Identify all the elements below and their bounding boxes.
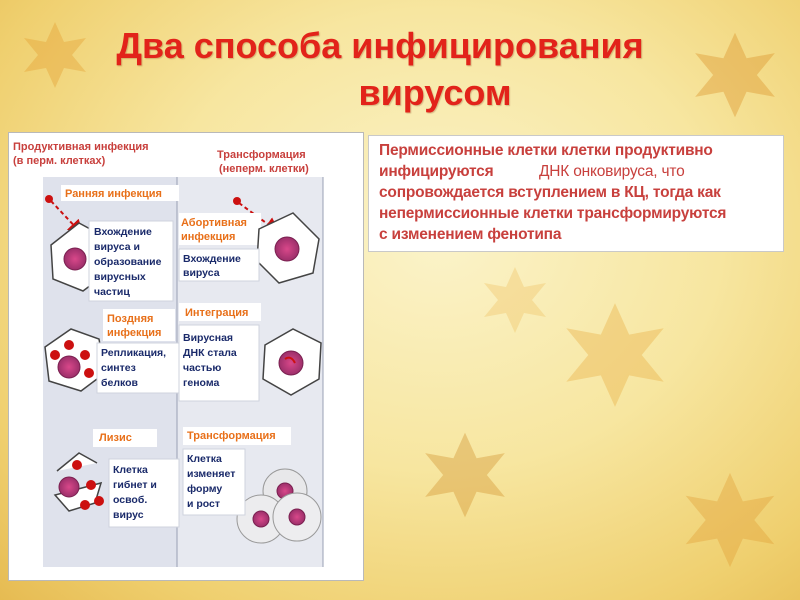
change-line: форму [187,483,223,495]
note-line2a: инфицируются [379,163,494,180]
replication-line: синтез [101,362,136,374]
cell-nucleus [59,477,79,497]
integration-label: Интеграция [185,307,249,319]
virus-particle [94,496,104,506]
abortive-infection-label: Абортивная инфекция [181,217,247,243]
change-line: и рост [187,498,221,510]
entry-left-line: вируса и [94,241,140,253]
lysis-label: Лизис [99,432,132,444]
note-line4: непермиссионные клетки трансформируются [379,205,727,222]
left-header-line2: (в перм. клетках) [13,155,106,167]
leaf-decoration [680,470,780,570]
integration-line: Вирусная [183,332,234,344]
description-note [368,135,784,252]
integration-line: частью [183,362,222,374]
virus-particle [80,350,90,360]
entry-left-line: Вхождение [94,226,152,238]
virus-particle [80,500,90,510]
infection-diagram [8,132,364,581]
slide-title-line2: вирусом [358,72,512,113]
note-line5: с изменением фенотипа [379,226,562,243]
virus-particle [86,480,96,490]
integration-line: генома [183,377,220,389]
integration-line: ДНК стала [183,347,237,359]
virus-particle [72,460,82,470]
right-header-line2: (неперм. клетки) [219,163,309,175]
replication-line: белков [101,377,138,389]
note-line3: сопровождается вступлением в КЦ, тогда как [379,184,721,201]
cell-nucleus [253,511,269,527]
leaf-decoration [420,430,510,520]
change-line: изменяет [187,468,236,480]
replication-line: Репликация, [101,347,167,359]
leaf-decoration [560,300,670,410]
entry-right-line: вируса [183,267,220,279]
note-line2b: ДНК онковируса, что [539,163,685,180]
death-line: гибнет и [113,479,157,491]
death-line: освоб. [113,494,148,506]
entry-left-line: вирусных [94,271,146,283]
cell-nucleus [279,351,303,375]
cell-nucleus [58,356,80,378]
change-line: Клетка [187,453,222,465]
slide-title-line1: Два способа инфицирования [116,25,644,66]
virus-particle [84,368,94,378]
early-infection-label: Ранняя инфекция [65,188,162,200]
slide-title [0,22,800,116]
death-line: вирус [113,509,144,521]
entry-right-line: Вхождение [183,253,241,265]
death-line: Клетка [113,464,148,476]
virus-particle [50,350,60,360]
virus-particle [233,197,241,205]
transformation-label: Трансформация [187,430,276,442]
late-infection-label: Поздняя инфекция [107,313,162,339]
leaf-decoration [480,265,550,335]
cell-nucleus [275,237,299,261]
note-line1: Пермиссионные клетки клетки продуктивно [379,142,713,159]
cell-nucleus [289,509,305,525]
virus-particle [45,195,53,203]
entry-left-line: частиц [94,286,130,298]
left-header-line1: Продуктивная инфекция [13,141,149,153]
cell-nucleus [64,248,86,270]
right-header-line1: Трансформация [217,149,306,161]
virus-particle [64,340,74,350]
entry-left-line: образование [94,256,162,268]
